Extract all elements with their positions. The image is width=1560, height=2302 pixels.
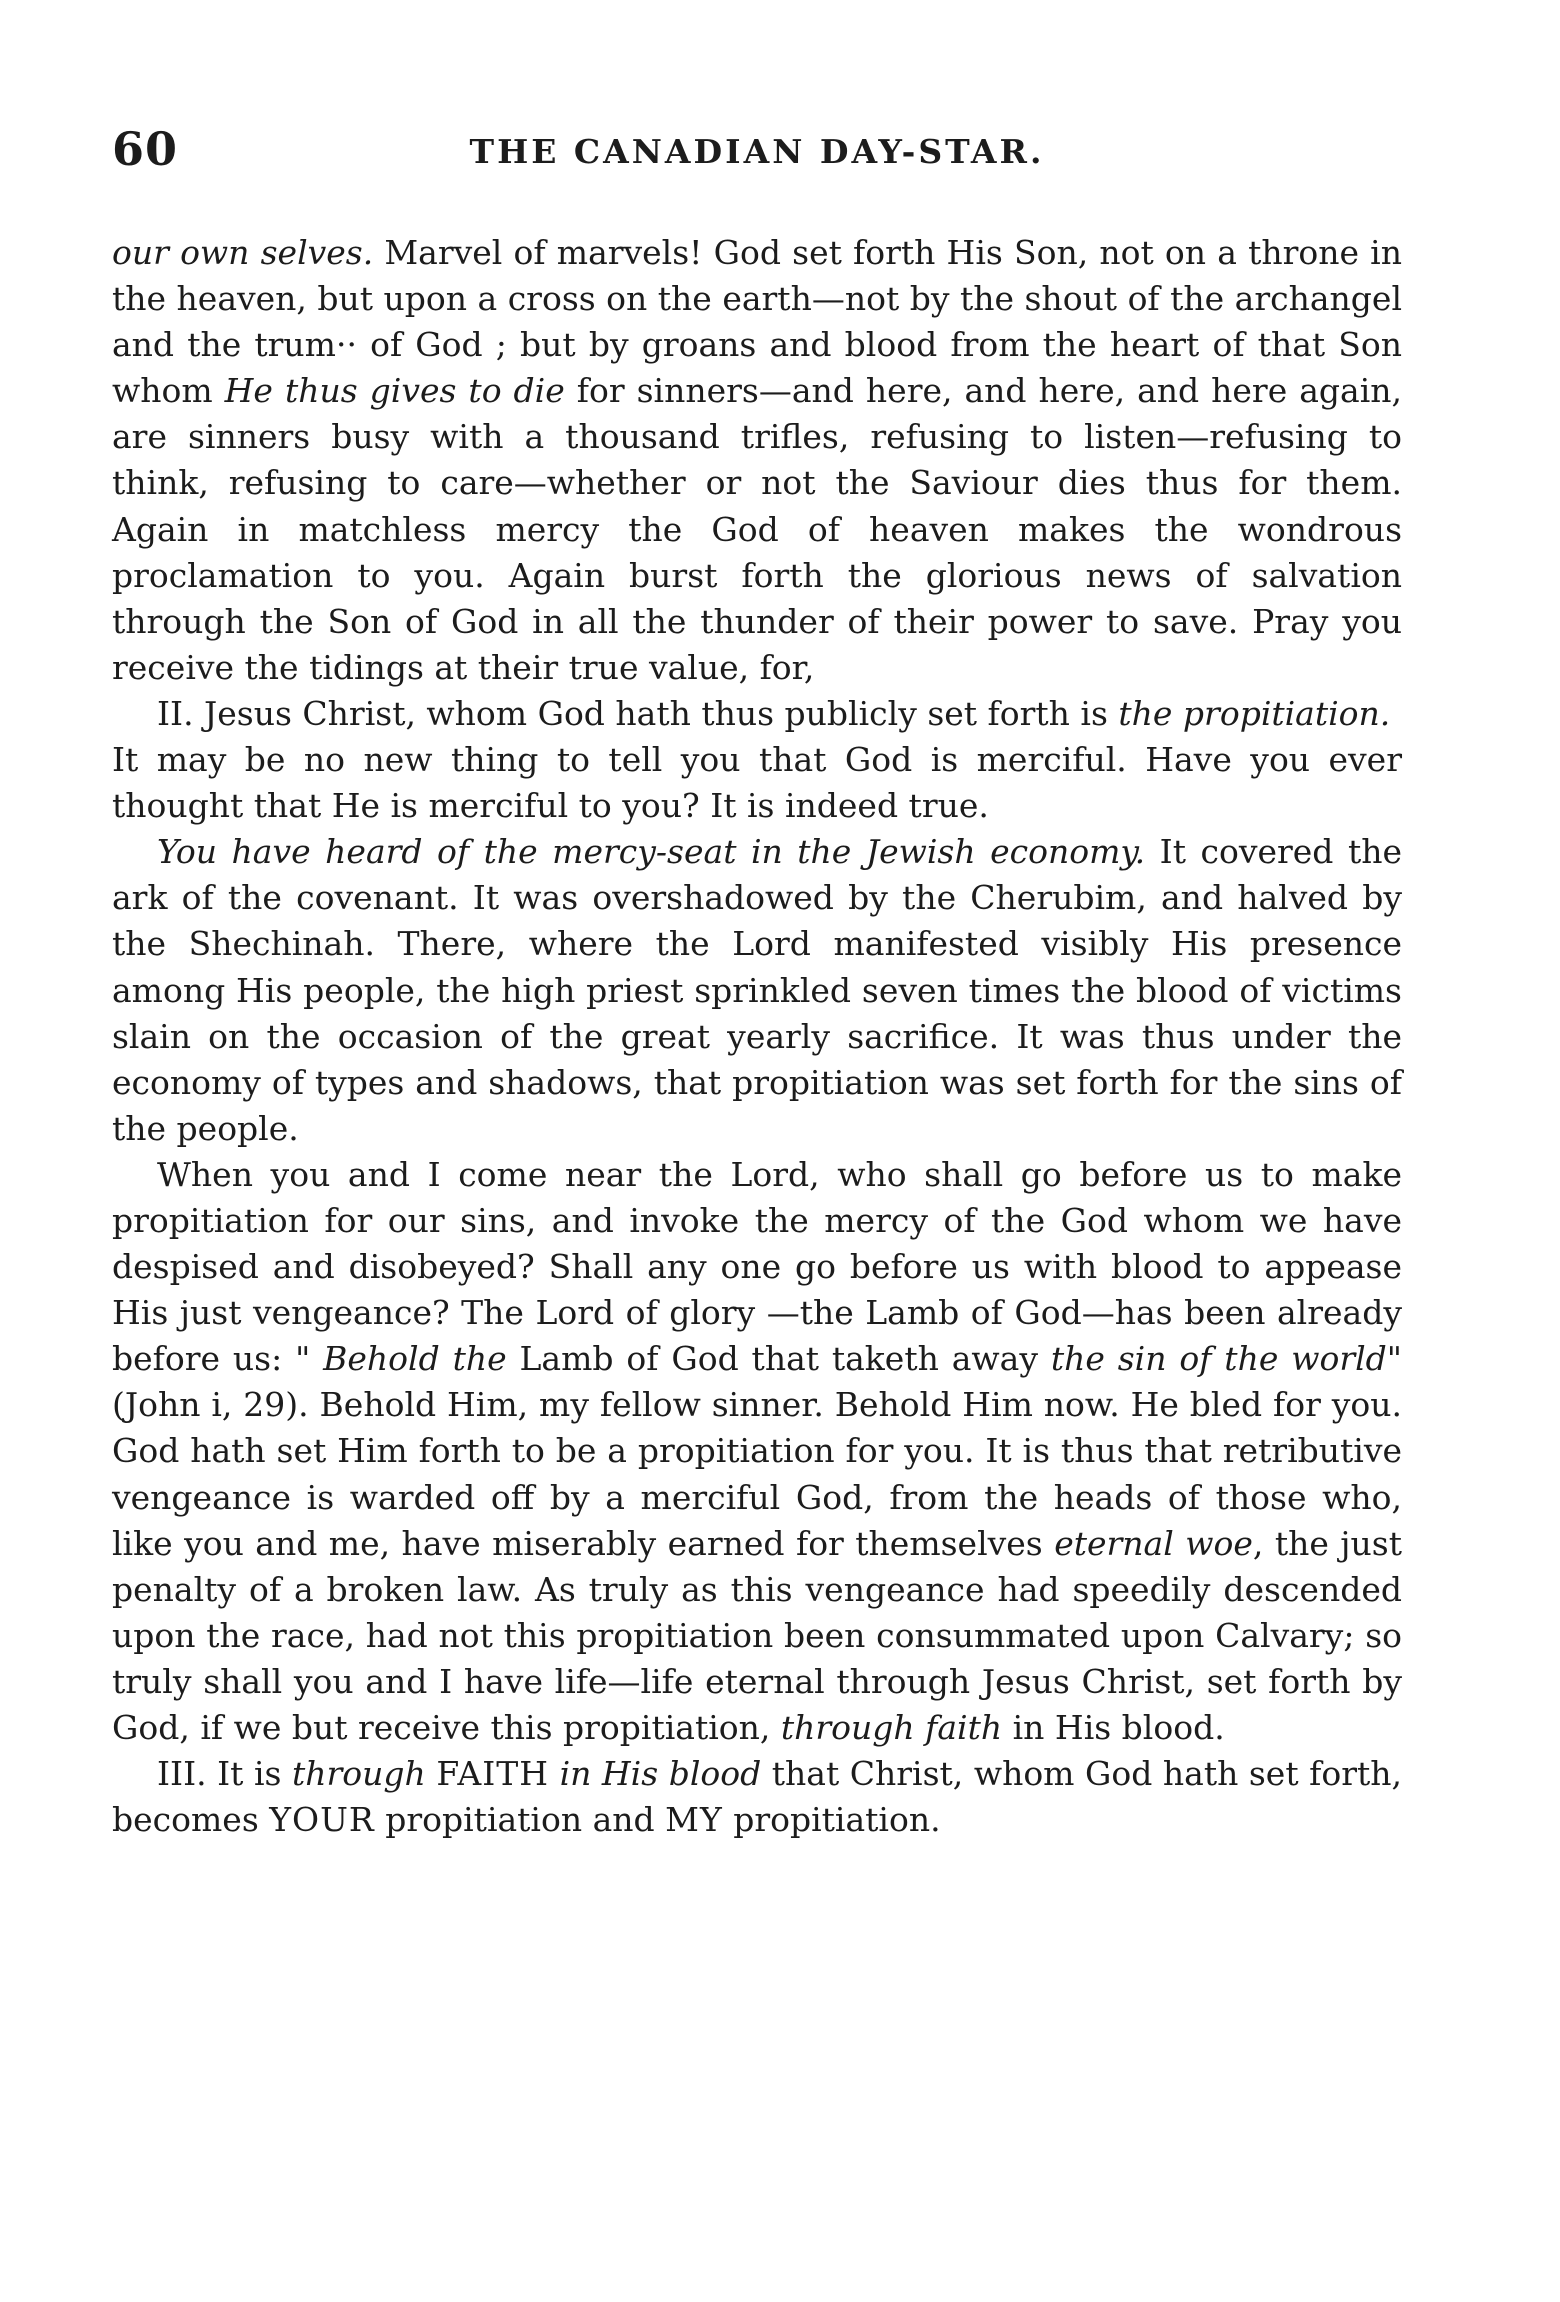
text-run: in His blood. xyxy=(1002,1708,1225,1747)
text-run: eternal woe xyxy=(1054,1523,1253,1563)
text-run: FAITH xyxy=(436,1754,550,1794)
text-run: It covered the ark of the covenant. It was overshadowed by the Cherubim, and halved by the Shechinah. There, where the Lord manifested visibly His presence among His people, the high priest sprinkled seven times the blood of victims slain on the occasion of the great yearly sacrifice. It was thus under the economy of types and shadows, that propitiation was set forth for the sins of the people. xyxy=(112,832,1402,1148)
text-run: MY xyxy=(665,1800,723,1840)
paragraph xyxy=(112,737,1402,829)
section-heading-paragraph xyxy=(112,691,1402,737)
text-run: It may be no new thing to tell you that God is merciful. Have you ever thought that He is merciful to you? It is indeed true. xyxy=(112,740,1402,826)
text-run: the sin of the world xyxy=(1050,1339,1387,1379)
text-run: in His blood xyxy=(559,1754,762,1794)
text-run: " (John i, 29). Behold Him, my fellow sinner. Behold Him now. He bled for you. God hath set Him forth to be a propitiation for you. It is thus that retributive vengeance is warded off by a merciful God, from the heads of those who, like you and me, have miserably earned for themselves xyxy=(112,1339,1402,1563)
section-heading-paragraph xyxy=(112,1751,1402,1843)
text-run: through xyxy=(291,1754,426,1794)
text-run: III. It is xyxy=(157,1754,292,1794)
text-run: YOUR xyxy=(269,1800,375,1840)
document-page xyxy=(112,118,1402,1843)
text-run xyxy=(426,1754,437,1793)
text-run: through faith xyxy=(780,1708,1003,1747)
paragraph xyxy=(112,1152,1402,1751)
text-run: You have heard of the mercy-seat in the Jewish economy. xyxy=(157,832,1146,872)
text-run: Lamb of God that taketh away xyxy=(506,1339,1051,1379)
text-run: propitiation. xyxy=(722,1800,941,1840)
text-run: II. Jesus Christ, whom God hath thus publicly set forth is xyxy=(157,693,1119,733)
text-run: for sinners—and here, and here, and here again, are sinners busy with a thousand trifles, refusing to listen—refusing to think, refusing to care—whether or not the Saviour dies thus for them. Again in matchless mercy the God of heaven makes the wondrous proclamation to you. Again burst forth the glorious news of salvation through the Son of God in all the thunder of their power to save. Pray you receive the tidings at their true value, for, xyxy=(112,371,1402,687)
paragraph xyxy=(112,230,1402,691)
text-run: When you and I come near the Lord, who shall go before us to make propitiation for our sins, and invoke the mercy of the God whom we have despised and disobeyed? Shall any one go before us with blood to appease His just vengeance? The Lord of glory —the Lamb of God—has been already before us: " xyxy=(112,1154,1402,1379)
text-run: Marvel of marvels! God set forth His Son, not on a throne in the heaven, but upon a cross on the earth—not by the shout of the archangel and the trum·· of God ; but by groans and blood from the heart of that Son whom xyxy=(112,233,1402,411)
text-run: Behold the xyxy=(323,1339,507,1379)
paragraph xyxy=(112,829,1402,1152)
body-text xyxy=(112,230,1402,1843)
running-head xyxy=(112,118,1402,190)
text-run: propitiation and xyxy=(374,1800,666,1840)
text-run: that Christ, whom God hath set forth, becomes xyxy=(112,1754,1402,1840)
journal-title: THE CANADIAN DAY-STAR. xyxy=(469,132,1045,171)
text-run xyxy=(549,1754,560,1793)
page-number: 60 xyxy=(112,122,179,176)
text-run: our own selves. xyxy=(112,233,374,272)
text-run: He thus gives to die xyxy=(224,371,565,411)
text-run: , the just penalty of a broken law. As truly as this vengeance had speedily descended upon the race, had not this propitiation been consummated upon Calvary; so truly shall you and I have life—life eternal through Jesus Christ, set forth by God, if we but receive this propitiation, xyxy=(112,1523,1402,1747)
text-run: the propitiation. xyxy=(1118,693,1391,733)
